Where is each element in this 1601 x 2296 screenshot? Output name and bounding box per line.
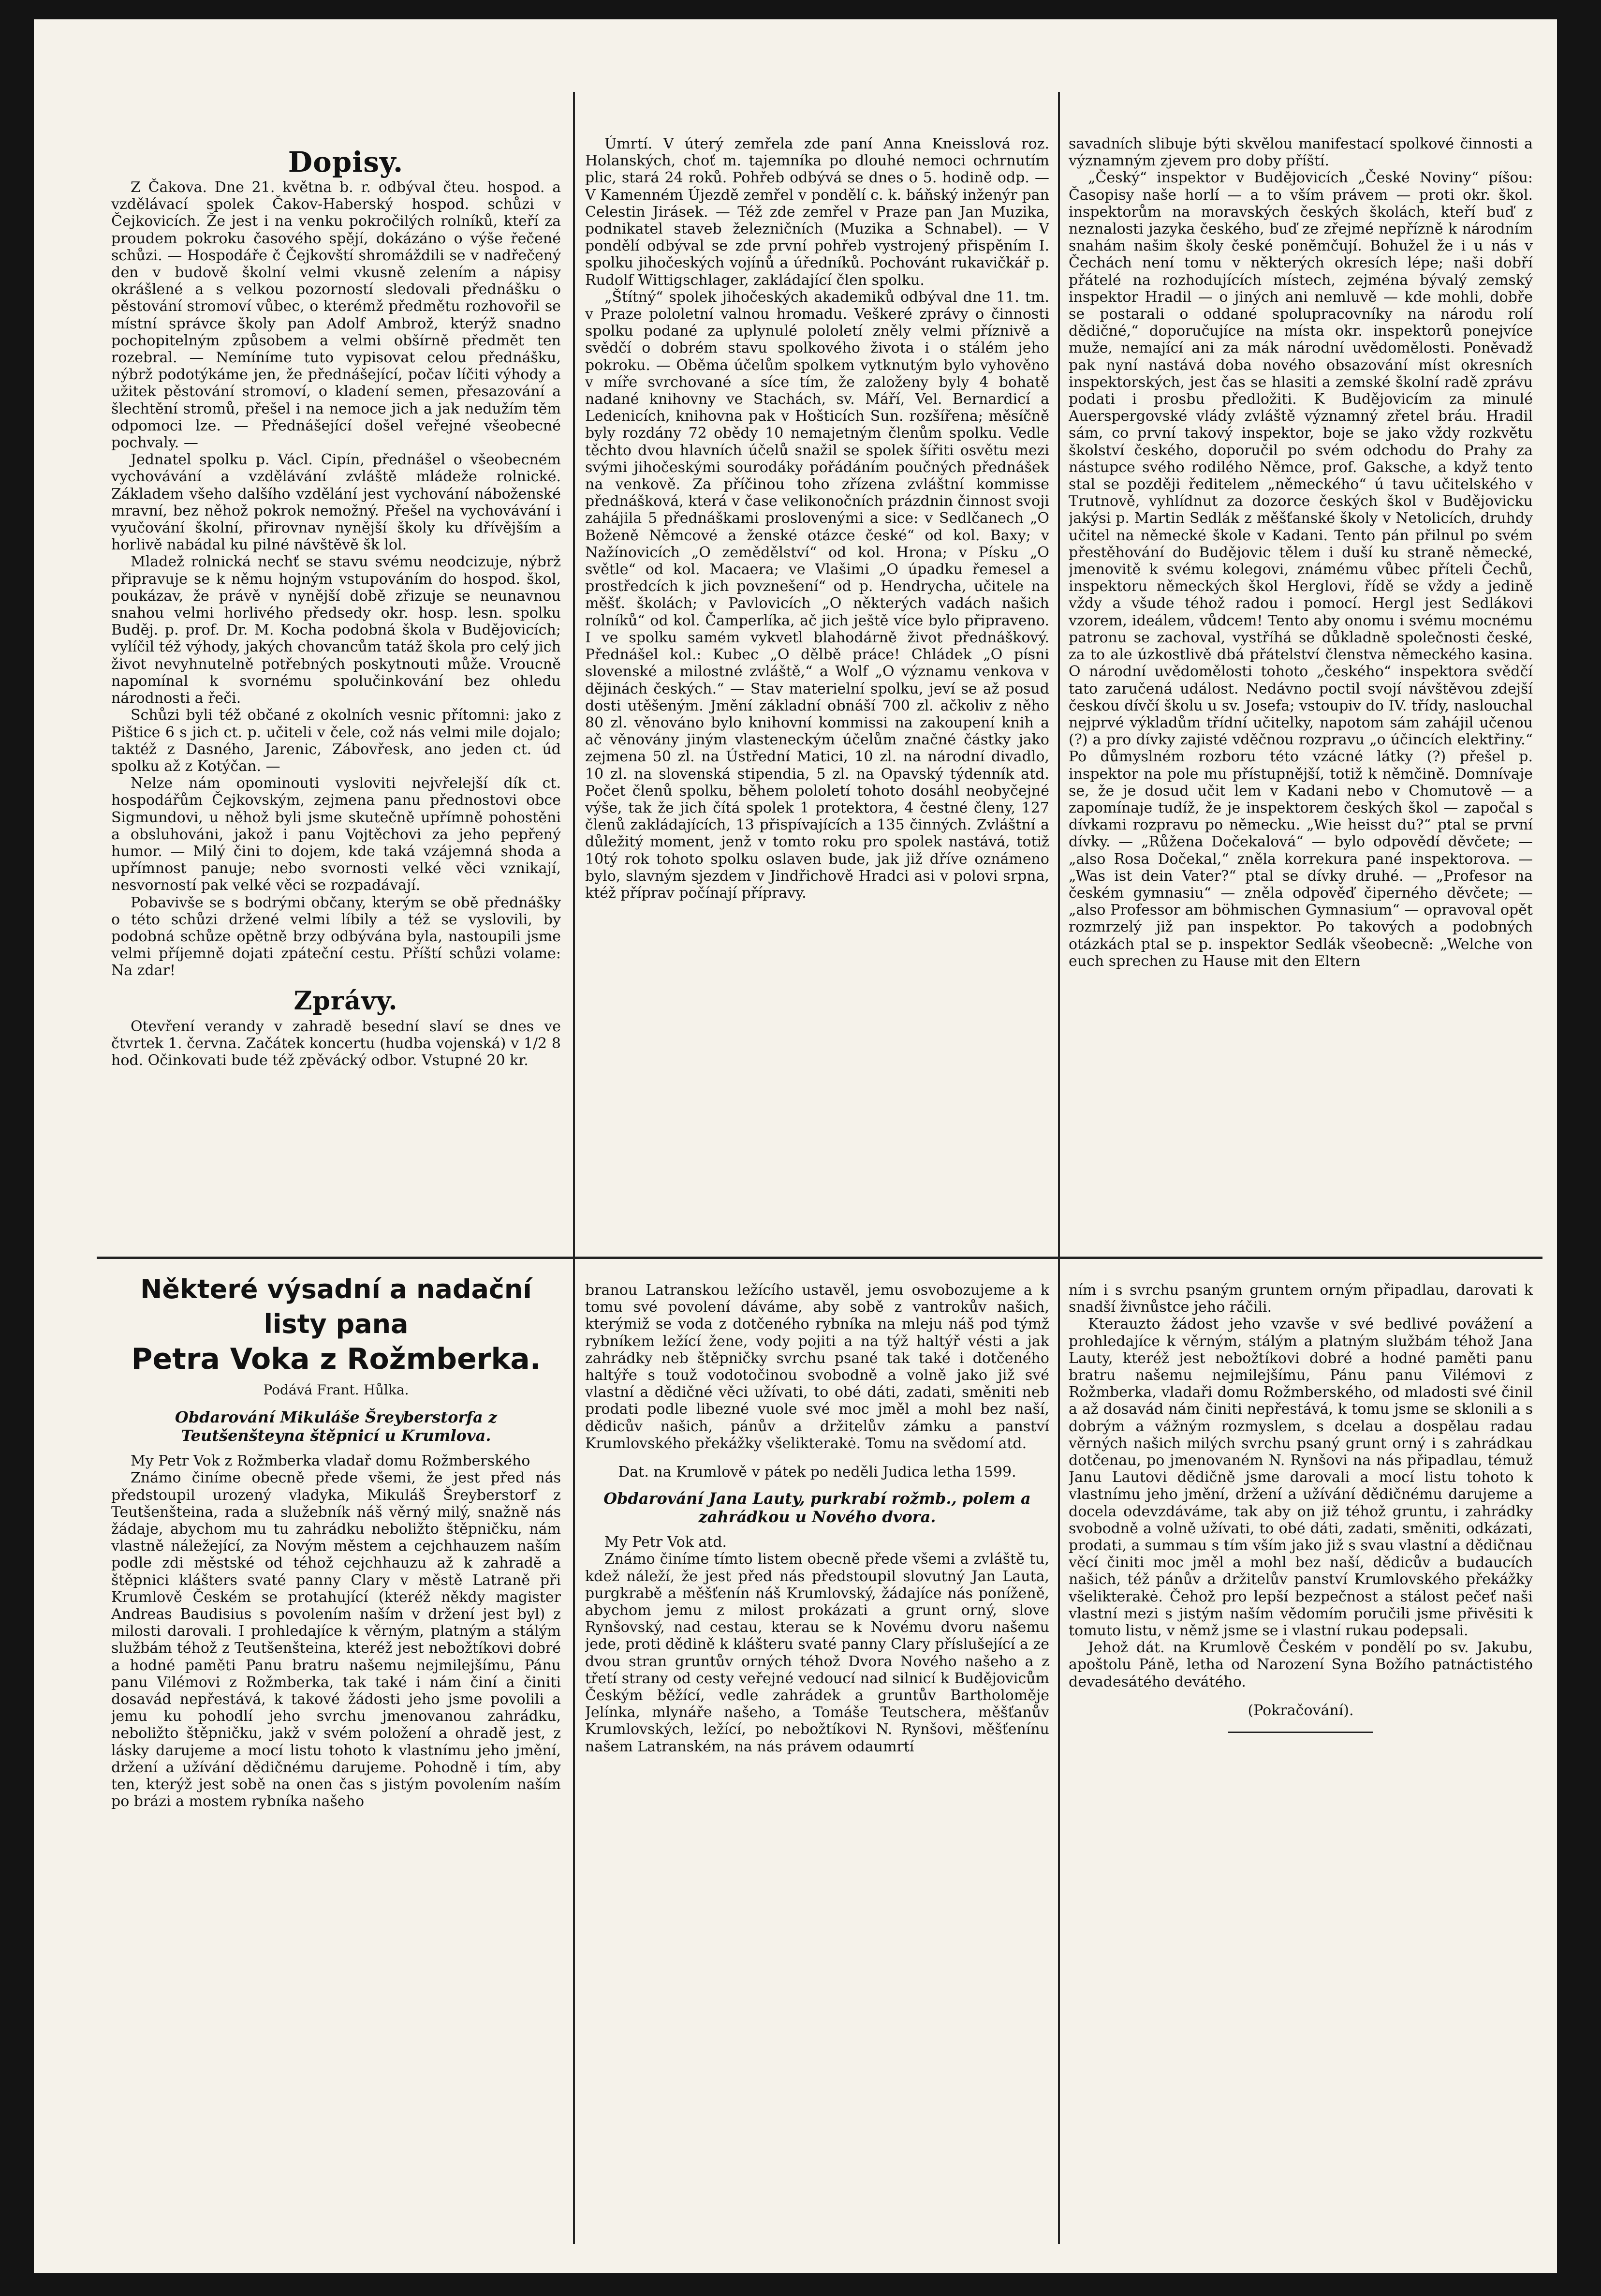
feature-title-line2: Petra Voka z Rožmberka. — [131, 1342, 541, 1376]
column-rule — [1058, 92, 1060, 2244]
document-heading: Obdarování Jana Lauty, purkrabí rožmb., polem a zahrádkou u Nového dvora. — [603, 1489, 1031, 1526]
document-paragraph: My Petr Vok atd. — [604, 1534, 727, 1551]
top-column-middle — [585, 135, 1049, 1262]
letter-paragraph: Mladež rolnická nechť se stavu svému neodcizuje, nýbrž připravuje se k němu hojným vstupováním do hospod. škol, poukázav, že právě v nynější době zřizuje se neunavnou snahou velmi horlivého předsedy okr. hosp. lesn. spolku Buděj. p. prof. Dr. M. Kocha podobná škola v Budějovicích; vylíčil též výhody, jakých chovancům tatáž škola pro celý jich život nevyhnutelně potřebných poskytnouti může. Vroucně napomínal k svornému spolučinkování bez ohledu národnosti a řeči. — [111, 553, 561, 707]
document-date: Jehož dát. na Krumlově Českém v pondělí po sv. Jakubu, apoštolu Páně, letha od Narození Syna Božího patnáctistého devadesátého devátého. — [1069, 1639, 1533, 1690]
letter-paragraph: Nelze nám opominouti vysloviti nejvřelejší dík ct. hospodářům Čejkovským, zejmena panu přednostovi obce Sigmundovi, u něhož byli jsme skutečně upřímně pohostěni a obsluhováni, jakož i panu Vojtěchovi za jeho pepřený humor. — Milý čini to dojem, kde taká vzájemná shoda a upřímnost panuje; nebo svornosti velké věci vznikají, nesvorností pak velké věci se rozpadávají. — [111, 775, 561, 894]
section-title-dopisy: Dopisy. — [288, 146, 404, 178]
continued-note: (Pokračování). — [1248, 1702, 1354, 1719]
bottom-column-left — [111, 1272, 561, 2259]
top-column-right — [1069, 135, 1533, 1262]
document-paragraph: Kterauzto žádost jeho vzavše v své bedlivé povážení a prohledajíce k věrným, stálým a platným službám téhož Jana Lauty, kteréž jest nebožtíkovi dobré a hodné paměti panu bratru našemu nejmilejšímu, Pánu panu Vilémovi z Rožmberka, vladaři domu Rožmberského, od mladosti své činil a až dosavád nám činiti nepřestává, k tomu jsme se sklonili a s dobrým a vážným rozmyslem, s dcelau a dospělau radau věrných našich milých svrchu psaný grunt orný i s zahrádkau dotčenau, po jmenovaném N. Rynšovi na nás připadlau, témuž Janu Lautovi dědičně jsme darovali a mocí listu tohoto k vlastnímu jeho jmění, držení a užívání dědičnému darujeme a docela odevzdáváme, tak aby on již téhož gruntu, i zahrádky svobodně a volně užívati, to obé dáti, zadati, směniti, odkázati, prodati, a summau s tím vším jako již s svau vlastní a dědičnau věcí činiti moc jměl a mohl bez naší, dědicův a budaucích našich, též pánův a držitelův panství Krumlovského překážky všelikterakė. Čehož pro lepší bezpečnost a stálost pečeť naši vlastní mezi s jistým naším vědomím poručili jsme přivěsiti k tomuto listu, v němž jsme se i vlastní rukau podepsali. — [1069, 1316, 1533, 1640]
letter-paragraph: Z Čakova. Dne 21. května b. r. odbýval čteu. hospod. a vzdělávací spolek Čakov-Haberský hospod. schůzi v Čejkovicích. Že jest i na venku pokročilých rolníků, kteří za proudem pokroku časového spějí, dokázáno o výše řečené schůzi. — Hospodáře č Čejkovští shromáždili se v nadřečený den v budově školní velmi vkusně zelením a nápisy okrášlené a s velkou pozorností sledovali přednášku o pěstování stromoví vůbec, o kterémž předmětu rozhovořil se místní správce školy pan Adolf Ambrož, kterýž snadno pochopitelným způsobem a velmi obšírně předmět ten rozebral. — Nemíníme tuto vypisovat celou přednášku, nýbrž podotýkáme jen, že přednášející, počav líčiti výhody a užitek pěstování stromoví, o kladení semen, přesazování a šlechtění stromů, přešel i na nemoce jich a jak nedužím těm odpomoci lze. — Přednášející došel veřejné všeobecné pochvaly. — — [111, 179, 561, 452]
document-paragraph: Známo činíme obecně přede všemi, že jest před nás předstoupil urozený vladyka, Mikuláš Šreyberstorf z Teutšenšteina, rada a služebník náš věrný milý, snažně nás žádaje, abychom mu tu zahrádku neboližto štěpničku, nám vlastně náležející, za Novým městem a cejchhauzem naším podle zdi městské od téhož cejchhauzu až k zahradě a štěpnici klášters svaté panny Clary v městě Latraně při Krumlově Českém se protahující (kteréž někdy magister Andreas Baudisius s povolením naším v držení jest byl) z milosti darovali. I prohledajíce k věrným, platným a stálým službám téhož z Teutšenšteina, kteréž jest nebožtíkovi dobré a hodné paměti Panu bratru našemu nejmilejšímu, Pánu panu Vilémovi z Rožmberka, tak také i nám činí a činiti dosavád nepřestává, k takové žádosti jeho jsme povolili a jemu ku pohodlí jeho svrchu jmenovanou zahrádku, neboližto štěpničku, jakž v svém položení a ohradě jest, z lásky darujeme a mocí listu tohoto k vlastnímu jeho jmění, držení a užívání dědičnému darujeme. Pohodně i tím, aby ten, kterýž jest sobě na onen čas s jistým povolením naším po brázi a mostem rybníka našeho — [111, 1469, 561, 1810]
news-paragraph: savadních slibuje býti skvělou manifestací spolkové činnosti a významným zjevem pro doby příští. — [1069, 135, 1533, 170]
news-paragraph: „Štítný“ spolek jihočeských akademiků odbýval dne 11. tm. v Praze pololetní valnou hromadu. Veškeré zprávy o činnosti spolku podané za uplynulé pololetí zněly velmi příznivě a svědčí o dobrém stavu spolkového života i o stálém jeho pokroku. — Oběma účelům spolkem vytknutým bylo vyhověno v míře svrchované a síce tím, že založeny byly 4 bohatě nadané knihovny ve Stachách, sv. Máří, Vel. Bernardicí a Ledenicích, knihovna pak v Hošticích Sun. rozšířena; měsíčně byly rozdány 72 obědy 10 nemajetným členům spolku. Vedle těchto dvou hlavních účelů snažil se spolek šířiti osvětu mezi svými jihočeskými sourodáky pořádáním poučných přednášek na venkově. Za příčinou toho zřízena zvláštní kommisse přednášková, která v čase velikonočních prázdnin činnost svoji zahájila 5 přednáškami proslovenými a sice: v Sedlčanech „O Boženě Němcové a ženské otázce české“ od kol. Baxy; v Nažínovicích „O zemědělství“ od kol. Hrona; v Písku „O světle“ od kol. Macaera; ve Vlašimi „O úpadku řemesel a prostředcích k jich povznešení“ od p. Hendrycha, učitele na měšť. školách; v Pavlovicích „O některých vadách našich rolníků“ od kol. Čamperlíka, ač jich ještě více bylo připraveno. I ve spolku samém vykvetl blahodárně život přednáškový. Přednášel kol.: Kubec „O dělbě práce! Chládek „O písni slovenské a milostné zvláště,“ a Wolf „O významu venkova v dějinách českých.“ — Stav materielní spolku, jeví se až posud dosti utěšeným. Jmění základní obnáší 700 zl. ačkoliv z něho 80 zl. věnováno bylo knihovní kommissi na zakoupení knih a ač věnovány jiným vlasteneckým účelům značné částky jako zejmena 50 zl. na Ústřední Matici, 10 zl. na národní divadlo, 10 zl. na slovenská stipendia, 5 zl. na Opavský týdenník atd. Počet členů spolku, během pololetí tohoto dosáhl neobyčejné výše, tak že jich čítá spolek 1 protektora, 4 čestné členy, 127 členů zakládajících, 13 přispívajících a 135 činných. Zvláštní a důležitý moment, jenž v tomto roku pro spolek nastává, totiž 10tý rok tohoto spolku oslaven bude, jak již dříve oznámeno bylo, slavným sjezdem v Jindřichově Hradci asi v polovi srpna, ktéž příprav počínají přípravy. — [585, 288, 1049, 902]
bottom-column-right — [1069, 1282, 1533, 2259]
bottom-column-middle — [585, 1282, 1049, 2259]
document-paragraph: ním i s svrchu psaným gruntem orným připadlau, darovati k snadší živnůstce jeho ráčili. — [1069, 1282, 1533, 1316]
top-column-left — [111, 145, 561, 1258]
document-paragraph: Známo činíme tímto listem obecně přede všemi a zvláště tu, kdež náleží, že jest před nás předstoupil slovutný Jan Lauta, purgkrabě a měšťenín náš Krumlovský, žádajíce nás poníženě, abychom jemu z milost prokázati a grunt orný, slove Rynšovský, nad cestau, kterau se k Novému dvoru našemu jede, proti dědině k klášteru svaté panny Clary příslušející a ze dvou stran gruntův orných téhož Dvora Nového našeho a z třetí strany od cesty veřejné vedoucí nad silnicí k Budějovicům Českým běžící, vedle zahrádek a gruntův Bartholoměje Jelínka, mlynáře našeho, a Tomáše Teutschera, měšťanův Krumlovských, ležící, po nebožtíkovi N. Rynšovi, měšťenínu našem Latranském, na nás právem odaumrtí — [585, 1551, 1049, 1755]
letter-paragraph: Schůzi byli též občané z okolních vesnic přítomni: jako z Pištice 6 s jich ct. p. učiteli v čele, což nás velmi mile dojalo; taktéž z Dasného, Jarenic, Zábovřesk, ano jeden ct. úd spolku až z Kotýčan. — — [111, 707, 561, 775]
document-paragraph: My Petr Vok z Rožmberka vladař domu Rožmberského — [131, 1452, 530, 1470]
letter-paragraph: Pobavivše se s bodrými občany, kterým se obě přednášky o této schůzi držené velmi líbily a též se vyslovili, by podobná schůze opětně brzy odbývána byla, nastoupili jsme velmi příjemně dojati zpáteční cestu. Příští schůzi volame: Na zdar! — [111, 894, 561, 979]
column-rule — [573, 92, 575, 2244]
letter-paragraph: Jednatel spolku p. Václ. Cipín, přednášel o všeobecném vychovávání a vzdělávání zvláště mládeže rolnické. Základem všeho dalšího vzdělání jest vychování náboženské mravní, bez něhož pokrok nemožný. Přešel na vychovávání i vyučování školní, přirovnav nynější školy ku dřívějším a horlivě nabádal ku pilné návštěvě šk lol. — [111, 451, 561, 554]
news-paragraph: Otevření verandy v zahradě besední slaví se dnes ve čtvrtek 1. června. Začátek koncertu (hudba vojenská) v 1/2 8 hod. Očinkovati bude též zpěvácký odbor. Vstupné 20 kr. — [111, 1018, 561, 1069]
newspaper-page — [34, 19, 1557, 2273]
feature-author: Podává Frant. Hůlka. — [263, 1382, 409, 1398]
document-date: Dat. na Krumlově v pátek po neděli Judica letha 1599. — [618, 1464, 1016, 1481]
document-heading: Obdarování Mikuláše Šreyberstorfa z Teutšenšteyna štěpnicí u Krumlova. — [175, 1408, 498, 1445]
section-title-zpravy: Zprávy. — [294, 986, 398, 1016]
end-rule — [1228, 1732, 1373, 1733]
news-paragraph: „Český“ inspektor v Budějovicích „České Noviny“ píšou: Časopisy naše horlí — a to vším právem — proti okr. škol. inspektorům na moravských českých školách, kteří buď z neznalosti jazyka českého, buď ze zřejmé nepřízně k národním snahám našim školy české poněmčují. Bohužel že i u nás v Čechách není tomu v některých okresích lépe; naši dobří přátelé na rozhodujících místech, zejména bývalý zemský inspektor Hradil — o jiných ani nemluvě — kde mohli, dobře se postarali o oddané spolupracovníky na národu rolí dědičné,“ doporučujíce na místa okr. inspektorů ponejvíce muže, nemající ani za mák národní uvědomělosti. Poněvadž pak nyní nastává doba nového obsazování míst okresních inspektorských, jest čas se hlasiti a zemské školní radě zprávu podati i prosbu předložiti. K Budějovicím za minulé Auerspergovské vlády zvláště významný zřetel bráu. Hradil sám, co první takový inspektor, boje se jako vždy rozkvětu školství českého, doporučil po svém odchodu do Prahy za nástupce svého rodilého Němce, prof. Gaksche, a když tento stal se později ředitelem „německého“ ú tavu učitelského v Trutnově, vyhlídnut za dozorce českých škol v Budějovicku jakýsi p. Martin Sedlák z měšťanské školy v Netolicích, druhdy učitel na německé škole v Kadani. Tento pán přilnul po svém přestěhování do Budějovic tělem i duší ku straně německé, jmenovitě k svému kolegovi, známému vůbec příteli Čechů, inspektoru německých škol Herglovi, řídě se vždy a jedině vždy a všude téhož radou i pomocí. Hergl jest Sedlákovi vzorem, ideálem, vůdcem! Tento aby onomu i svému mocnému patronu se zachoval, vystříhá se důkladně společnosti české, za to ale úzkostlivě dbá přátelství členstva německého kasina. O národní uvědomělosti tohoto „českého“ inspektora svědčí tato zaručená událost. Nedávno poctil svojí návštěvou zdejší českou dívčí školu u sv. Josefa; vstoupiv do IV. třídy, naslouchal nejprvé výkladům třídní učitelky, napotom sám zahájil učenou (?) a pro dívky zajisté vděčnou rozpravu „o účincích elektřiny.“ Po důmyslném rozboru této vzácné látky (?) přešel p. inspektor na pole mu přístupnější, totiž k němčině. Domnívaje se, že je dosud učit lem v Kadani nebo v Chomutově — a zapomínaje tudíž, že je inspektorem českých škol — započal s dívkami rozpravu po německu. „Wie heisst du?“ ptal se první dívky. — „Růžena Dočekalová“ — bylo odpovědí děvčete; — „also Rosa Dočekal,“ zněla korrekura pané inspektorova. — „Was ist dein Vater?“ ptal se dívky druhé. — „Profesor na českém gymnasiu“ — zněla odpověď čiperného děvčete; — „also Professor am böhmischen Gymnasium“ — opravoval opět rozmrzelý již pan inspektor. Po takových a podobných otázkách ptal se p. inspektor Sedlák všeobecně: „Welche von euch sprechen zu Hause mit den Eltern — [1069, 169, 1533, 970]
feature-title-line1: Některé výsadní a nadační listy pana — [140, 1274, 532, 1339]
document-paragraph: branou Latranskou ležícího ustavěl, jemu osvobozujeme a k tomu své povolení dáváme, aby sobě z vantrokův našich, kterýmiž se voda z dotčeného rybníka na mleju náš pod týmž rybníkem ležící žene, vody pojiti a na týž haltýř vésti a jak zahrádky neb štěpničky svrchu psané tak také i dotčeného haltýře s touž vodotočinou svobodně a volně jako již své vlastní a dědičné věci užívati, to obé dáti, zadati, směniti neb prodati podle libezné vuole své moc jměl a mohl bez naší, dědicův našich, pánův a držitelův zámku a panství Krumlovského překážky všelikterakė. Tomu na svědomí atd. — [585, 1282, 1049, 1452]
news-paragraph: Úmrtí. V úterý zemřela zde paní Anna Kneisslová roz. Holanských, choť m. tajemníka po dlouhé nemoci ochrnutím plic, stará 24 roků. Pohřeb odbývá se dnes o 5. hodině odp. — V Kamenném Újezdě zemřel v pondělí c. k. báňský inženýr pan Celestin Jirásek. — Též zde zemřel v Praze pan Jan Muzika, podnikatel staveb železničních (Muzika a Schnabel). — V pondělí odbýval se zde první pohřeb vystrojený přispěním I. spolku jihočeských vojínů a úředníků. Pochovánt rukavičkář p. Rudolf Wittigschlager, zakládající člen spolku. — [585, 135, 1049, 289]
